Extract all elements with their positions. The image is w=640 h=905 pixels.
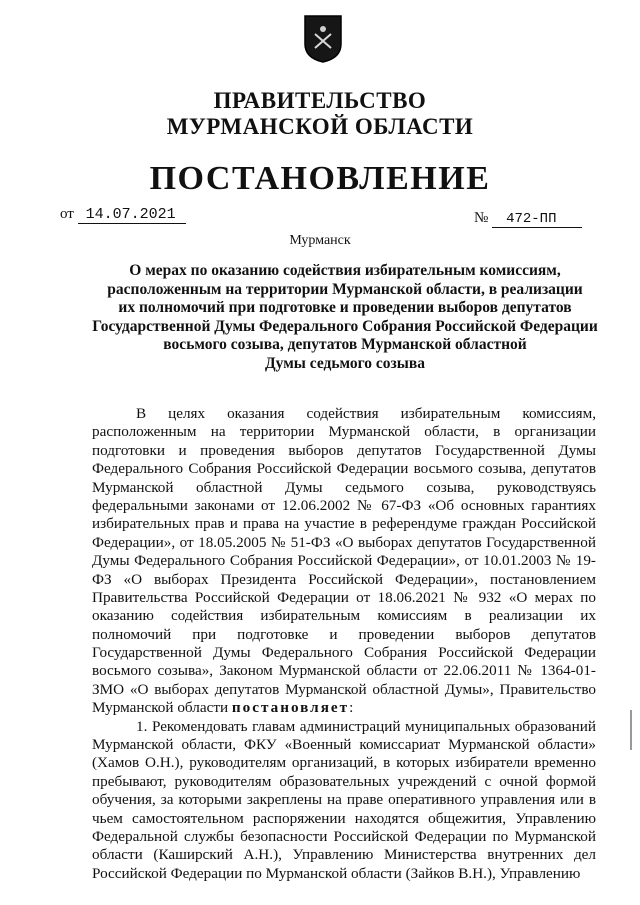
title-line: Государственной Думы Федерального Собрания Российской Федерации — [92, 317, 598, 335]
document-date — [60, 206, 186, 224]
body-line: избирательных прав и права на участие в референдуме граждан Российской — [92, 515, 596, 533]
coat-of-arms-icon — [303, 14, 343, 64]
body-line: обучения, за которыми закреплены на праве оперативного управления или в — [92, 791, 596, 809]
body-line: расположенным на территории Мурманской области, в организации — [92, 423, 596, 441]
body-line: ЗМО «О выборах депутатов Мурманской областной Думы», Правительство — [92, 680, 596, 698]
body-line: полномочий при подготовке и проведении выборов депутатов — [92, 625, 596, 643]
government-name-line2: МУРМАНСКОЙ ОБЛАСТИ — [166, 114, 474, 139]
title-line: Думы седьмого созыва — [265, 354, 425, 372]
title-line: расположенным на территории Мурманской области, в реализации — [107, 280, 583, 298]
body-line: оказанию содействия избирательным комиссиям в реализации их — [92, 607, 596, 625]
body-line: В целях оказания содействия избирательным комиссиям, — [136, 405, 596, 422]
government-name-line1: ПРАВИТЕЛЬСТВО — [213, 88, 427, 113]
title-line: О мерах по оказанию содействия избирательным комиссиям, — [129, 262, 561, 279]
body-line: Правительства Российской Федерации от 18.06.2021 № 932 «О мерах по — [92, 588, 596, 606]
document-number — [474, 210, 582, 228]
paragraph-item-1 — [92, 718, 596, 884]
body-line: (Хамов О.Н.), руководителям организаций, в которых избиратели временно — [92, 754, 596, 772]
city: Мурманск — [289, 233, 351, 248]
body-line: Федеральной службы безопасности Российской Федерации по Мурманской — [92, 827, 596, 845]
scan-margin-mark — [628, 710, 634, 750]
title-line: восьмого созыва, депутатов Мурманской областной — [163, 336, 527, 354]
body-line: пребывают, руководителям образовательных учреждений с очной формой — [92, 772, 596, 790]
paragraph-preamble — [92, 405, 596, 718]
body-line: Думы Федерального Собрания Российской Федерации», от 10.01.2003 № 19- — [92, 552, 596, 570]
body-line-resolution — [92, 699, 596, 717]
number-value: 472-ПП — [492, 211, 582, 228]
body-line: 1. Рекомендовать главам администраций муниципальных образований — [136, 717, 596, 735]
body-line: восьмого созыва», Законом Мурманской области от 22.06.2011 № 1364-01- — [92, 662, 596, 680]
number-prefix: № — [474, 210, 489, 226]
date-prefix: от — [60, 206, 74, 222]
resolution-suffix: : — [349, 699, 354, 717]
body-line: чьем самостоятельном распоряжении находятся общежития, Управлению — [92, 809, 596, 827]
body-line: Федерации», от 18.05.2005 № 51-ФЗ «О выборах депутатов Государственной — [92, 533, 596, 551]
body-line: Мурманской областной Думы седьмого созыва, руководствуясь — [92, 478, 596, 496]
date-value: 14.07.2021 — [78, 206, 186, 224]
body-line: подготовки и проведения выборов депутатов Государственной Думы — [92, 441, 596, 459]
title-line: их полномочий при подготовке и проведении выборов депутатов — [118, 299, 572, 317]
resolution-keyword: постановляет — [231, 699, 350, 717]
body-line: федеральными законами от 12.06.2002 № 67-ФЗ «Об основных гарантиях — [92, 496, 596, 514]
document-type: ПОСТАНОВЛЕНИЕ — [149, 160, 491, 197]
body-line: Мурманской области, ФКУ «Военный комиссариат Мурманской области» — [92, 736, 596, 754]
document-body — [92, 405, 596, 883]
resolution-prefix: Мурманской области — [92, 699, 232, 717]
document-title — [60, 262, 630, 374]
body-line: области (Каширский А.Н.), Управлению Министерства внутренних дел — [92, 846, 596, 864]
body-line: ФЗ «О выборах Президента Российской Федерации», постановлением — [92, 570, 596, 588]
body-line: Российской Федерации по Мурманской области (Зайков В.Н.), Управлению — [92, 864, 581, 882]
body-line: Государственной Думы Федерального Собрания Российской Федерации — [92, 644, 596, 662]
body-line: Федерального Собрания Российской Федерации восьмого созыва, депутатов — [92, 460, 596, 478]
